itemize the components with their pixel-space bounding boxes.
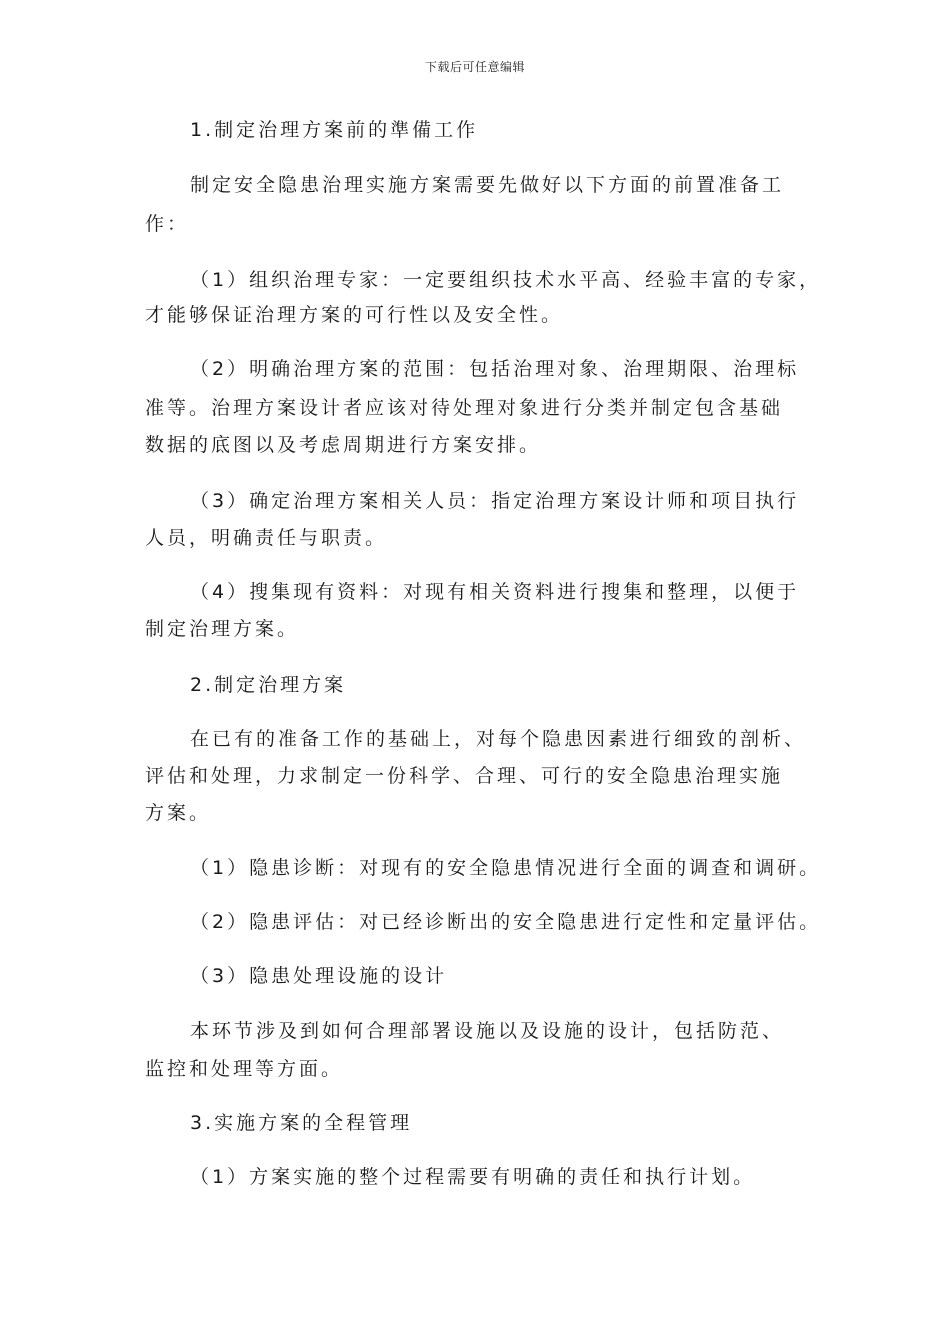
item-2-line-3: 数据的底图以及考虑周期进行方案安排。 [145,434,542,456]
paragraph-1-line-2: 作： [145,213,190,235]
paragraph-1-line-1: 制定安全隐患治理实施方案需要先做好以下方面的前置准备工 [190,174,785,196]
management-item-1: （1）方案实施的整个过程需要有明确的责任和执行计划。 [190,1166,756,1188]
section-2-title: 2.制定治理方案 [190,674,347,696]
paragraph-2-line-2: 评估和处理，力求制定一份科学、合理、可行的安全隐患治理实施 [145,765,784,787]
item-2-line-1: （2）明确治理方案的范围：包括治理对象、治理期限、治理标 [190,358,800,380]
paragraph-3-line-2: 监控和处理等方面。 [145,1058,344,1080]
item-3-line-2: 人员，明确责任与职责。 [145,527,388,549]
paragraph-2-line-3: 方案。 [145,802,212,824]
item-1-line-1: （1）组织治理专家：一定要组织技术水平高、经验丰富的专家， [190,269,822,291]
paragraph-3-line-1: 本环节涉及到如何合理部署设施以及设施的设计，包括防范、 [190,1020,785,1042]
page-header: 下载后可任意编辑 [424,60,525,74]
section-3-title: 3.实施方案的全程管理 [190,1112,413,1134]
item-4-line-1: （4）搜集现有资料：对现有相关资料进行搜集和整理，以便于 [190,581,800,603]
step-3: （3）隐患处理设施的设计 [190,965,448,987]
step-1: （1）隐患诊断：对现有的安全隐患情况进行全面的调查和调研。 [190,857,822,879]
item-1-line-2: 才能够保证治理方案的可行性以及安全性。 [145,304,564,326]
item-2-line-2: 准等。治理方案设计者应该对待处理对象进行分类并制定包含基础 [145,397,784,419]
section-1-title: 1.制定治理方案前的準備工作 [190,119,479,141]
paragraph-2-line-1: 在已有的准备工作的基础上，对每个隐患因素进行细致的剖析、 [190,728,807,750]
step-2: （2）隐患评估：对已经诊断出的安全隐患进行定性和定量评估。 [190,911,822,933]
item-4-line-2: 制定治理方案。 [145,618,300,640]
item-3-line-1: （3）确定治理方案相关人员：指定治理方案设计师和项目执行 [190,490,800,512]
